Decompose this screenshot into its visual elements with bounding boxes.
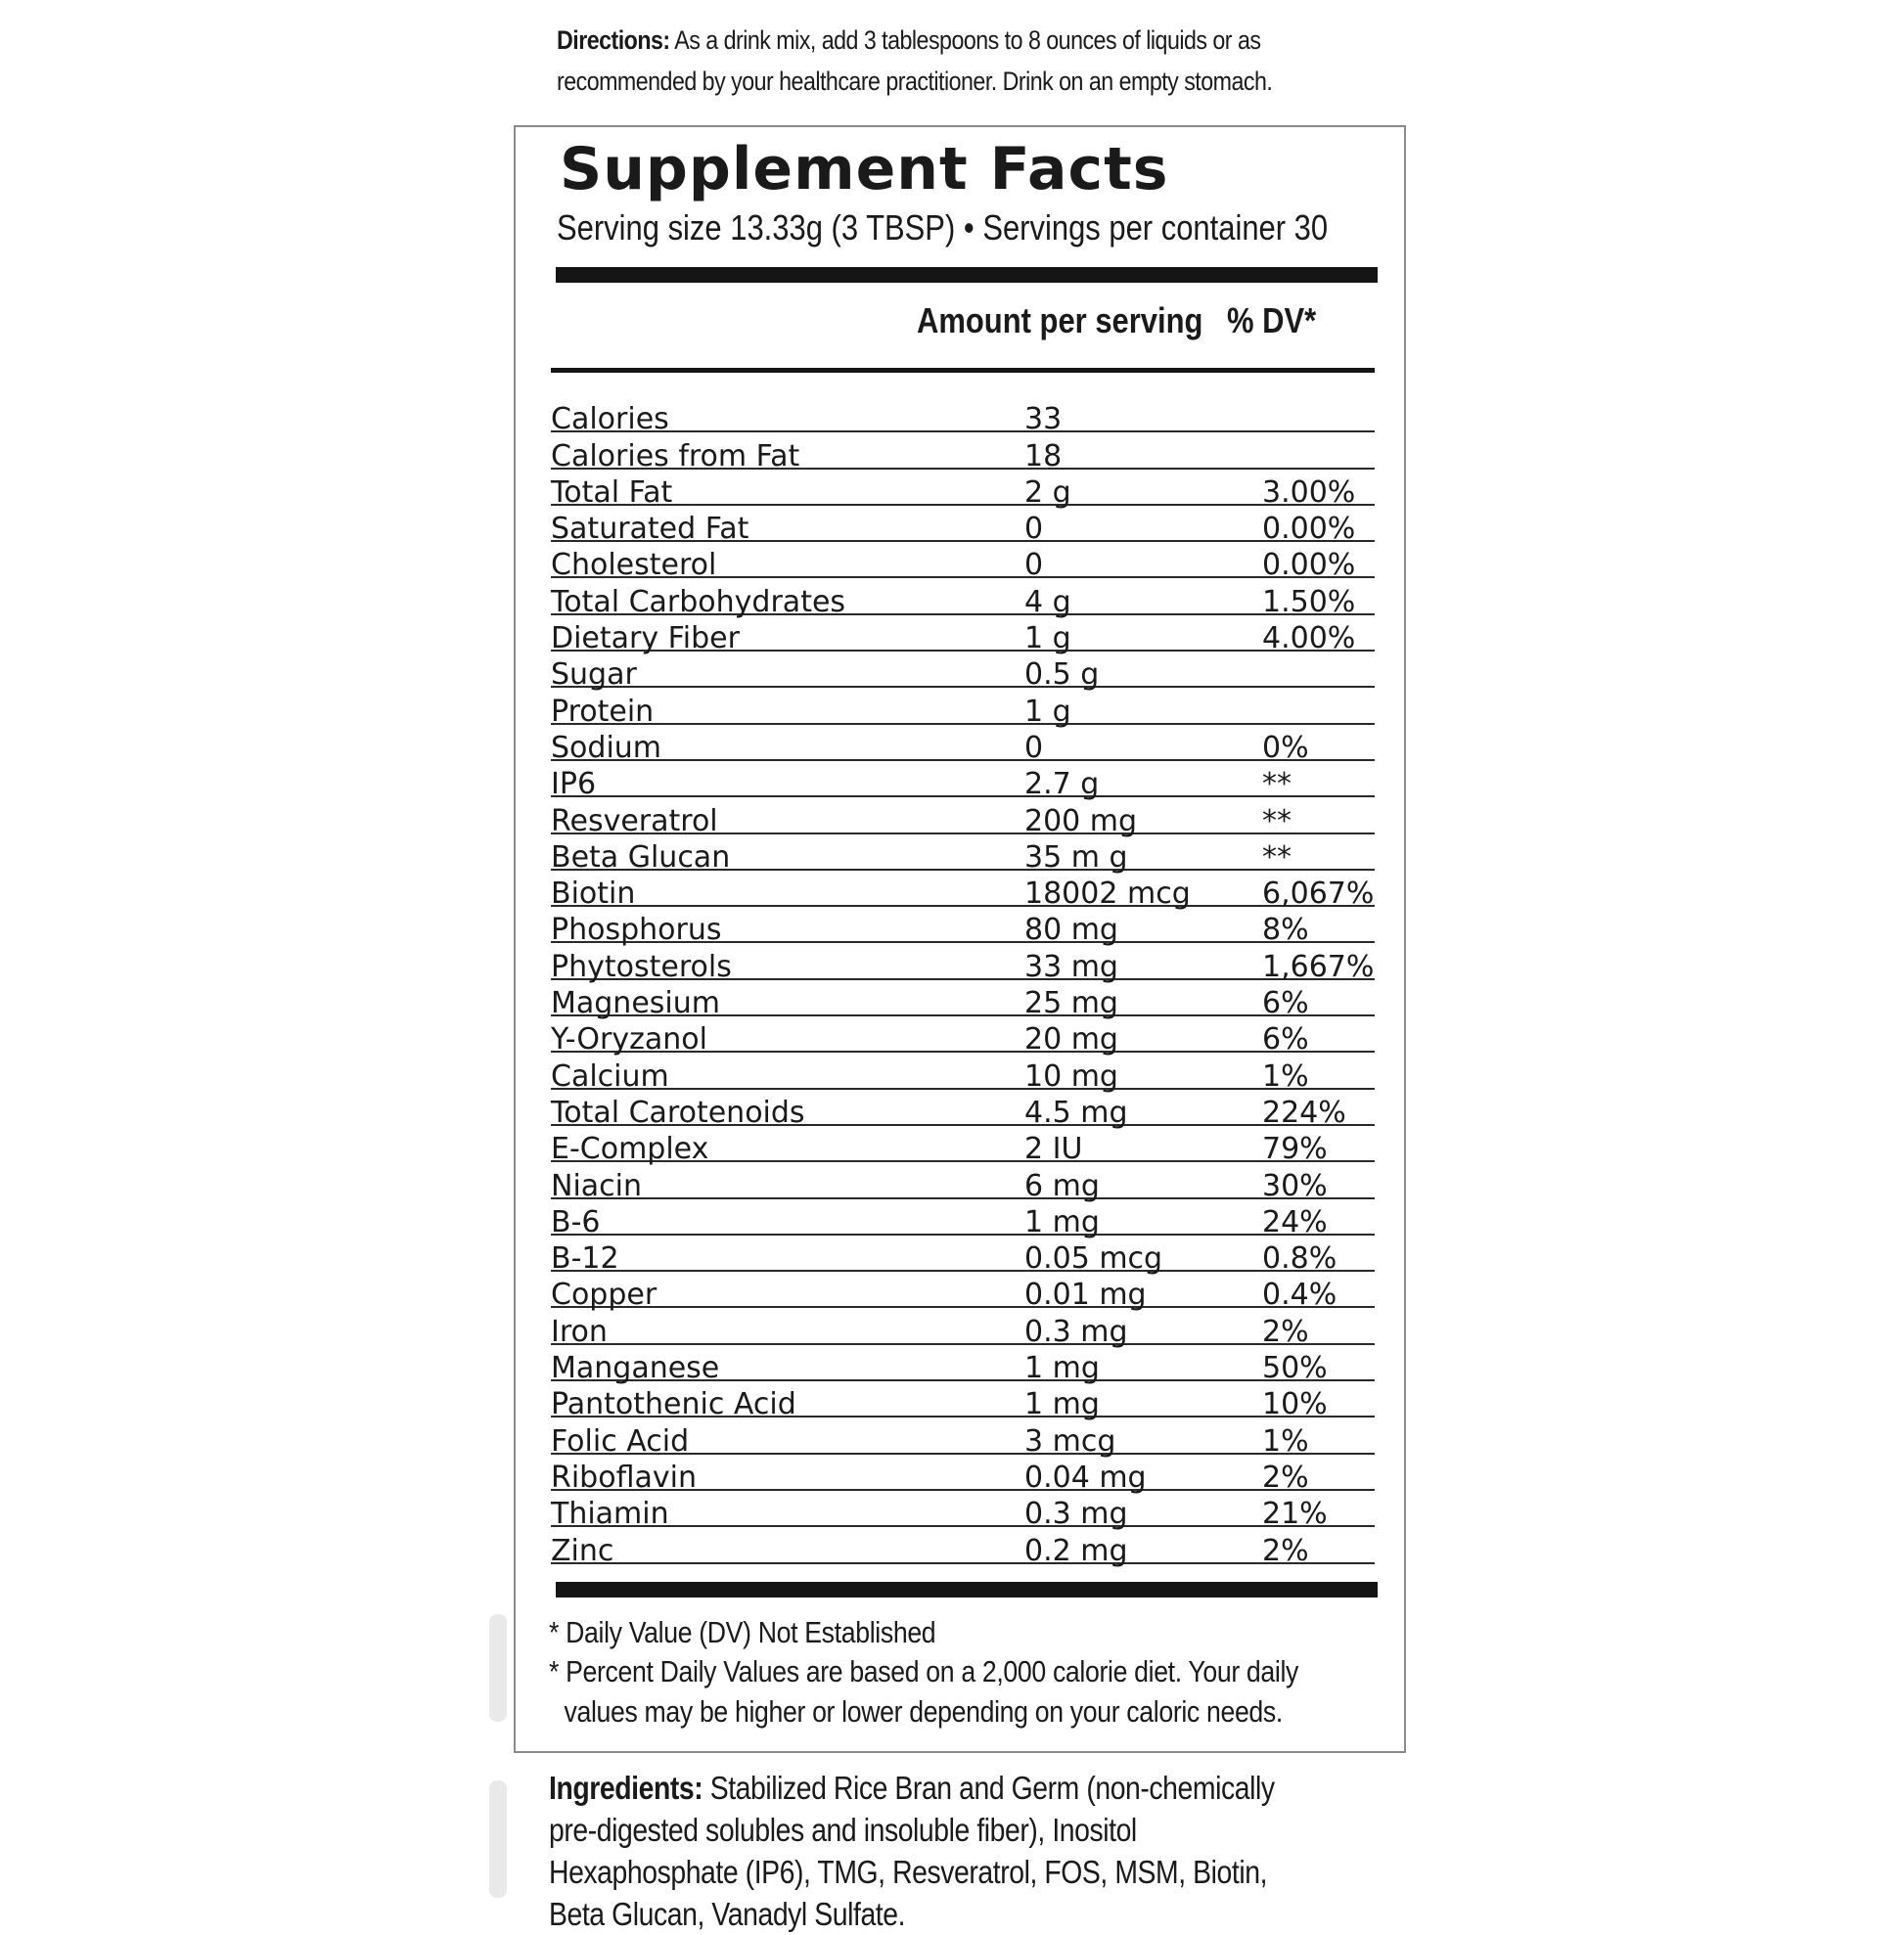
directions-body: As a drink mix, add 3 tablespoons to 8 ounces of liquids or as recommended by your healthcare practitioner. Drink on an empty stomach. xyxy=(557,25,1273,96)
nutrient-dv: 1,667% xyxy=(1262,949,1375,984)
nutrient-amount: 0 xyxy=(1024,512,1044,547)
nutrient-amount: 1 g xyxy=(1024,694,1071,729)
nutrient-name: Phosphorus xyxy=(551,913,722,948)
nutrient-amount: 33 xyxy=(1024,402,1063,437)
nutrient-dv: 8% xyxy=(1262,913,1309,948)
table-row xyxy=(551,907,1375,948)
footnote-line-1: * Percent Daily Values are based on a 2,000 calorie diet. Your daily xyxy=(549,1654,1299,1688)
serving-info: Serving size 13.33g (3 TBSP) • Servings per container 30 xyxy=(557,207,1329,248)
nutrient-amount: 200 mg xyxy=(1024,803,1138,838)
nutrient-name: B-6 xyxy=(551,1204,601,1239)
nutrient-dv: 6% xyxy=(1262,986,1309,1021)
nutrient-name: B-12 xyxy=(551,1241,619,1277)
nutrient-amount: 4 g xyxy=(1024,584,1071,619)
nutrient-amount: 18 xyxy=(1024,438,1063,473)
background-shadow xyxy=(489,1780,507,1898)
nutrient-amount: 0.2 mg xyxy=(1024,1533,1128,1568)
nutrient-name: E-Complex xyxy=(551,1132,709,1167)
footnote-percent-dv xyxy=(549,1651,1351,1732)
nutrient-name: Calcium xyxy=(551,1058,669,1094)
table-row xyxy=(551,871,1375,912)
nutrient-dv: 3.00% xyxy=(1262,474,1356,510)
footnote-dv-not-established: * Daily Value (DV) Not Established xyxy=(549,1615,936,1649)
table-row xyxy=(551,1016,1375,1058)
table-row xyxy=(551,1090,1375,1130)
ingredients-body: Stabilized Rice Bran and Germ (non-chemically pre-digested solubles and insoluble fiber), Inositol Hexaphosphate (IP6), TMG, Resveratrol, FOS, MSM, Biotin, Beta Glucan, Vanadyl Sulfate. xyxy=(549,1770,1275,1932)
table-row xyxy=(551,542,1375,583)
nutrient-name: Biotin xyxy=(551,877,636,912)
table-row xyxy=(551,1381,1375,1422)
header-amount: Amount per serving xyxy=(917,300,1203,340)
nutrient-amount: 0 xyxy=(1024,548,1044,583)
table-row xyxy=(551,470,1375,510)
nutrient-dv: 2% xyxy=(1262,1533,1309,1568)
nutrient-name: Niacin xyxy=(551,1168,643,1203)
header-dv: % DV* xyxy=(1227,300,1317,340)
table-row xyxy=(551,980,1375,1021)
nutrient-amount: 0.04 mg xyxy=(1024,1460,1147,1495)
table-row xyxy=(551,943,1375,984)
directions-text xyxy=(557,20,1359,102)
nutrient-name: Folic Acid xyxy=(551,1423,690,1459)
nutrient-amount: 0.01 mg xyxy=(1024,1278,1147,1313)
nutrient-name: Thiamin xyxy=(551,1497,669,1532)
nutrient-name: Copper xyxy=(551,1278,657,1313)
nutrient-name: Dietary Fiber xyxy=(551,621,740,656)
nutrient-dv: 2% xyxy=(1262,1314,1309,1349)
nutrient-name: Y-Oryzanol xyxy=(551,1022,707,1058)
nutrient-table xyxy=(551,396,1375,1568)
nutrient-name: Sodium xyxy=(551,730,662,765)
table-row xyxy=(551,688,1375,729)
thick-divider-top xyxy=(556,267,1378,283)
nutrient-name: Total Carbohydrates xyxy=(551,584,846,619)
thick-divider-bottom xyxy=(556,1582,1378,1598)
nutrient-dv: 6% xyxy=(1262,1022,1309,1058)
nutrient-dv: 0% xyxy=(1262,730,1309,765)
table-row xyxy=(551,578,1375,619)
nutrient-dv: 79% xyxy=(1262,1132,1328,1167)
table-row xyxy=(551,652,1375,693)
table-row xyxy=(551,1491,1375,1532)
table-row xyxy=(551,615,1375,656)
nutrient-dv: 4.00% xyxy=(1262,621,1356,656)
nutrient-amount: 20 mg xyxy=(1024,1022,1118,1058)
table-row xyxy=(551,797,1375,838)
nutrient-amount: 0.05 mcg xyxy=(1024,1241,1163,1277)
table-row xyxy=(551,1455,1375,1495)
ingredients-label: Ingredients: xyxy=(549,1770,703,1806)
nutrient-amount: 1 g xyxy=(1024,621,1071,656)
nutrient-amount: 6 mg xyxy=(1024,1168,1100,1203)
nutrient-dv: 21% xyxy=(1262,1497,1328,1532)
table-row xyxy=(551,1345,1375,1386)
nutrient-amount: 33 mg xyxy=(1024,949,1118,984)
table-row xyxy=(551,1199,1375,1239)
nutrient-dv: 6,067% xyxy=(1262,877,1375,912)
table-row xyxy=(551,506,1375,547)
nutrient-name: Total Carotenoids xyxy=(551,1095,805,1130)
nutrient-dv: 1.50% xyxy=(1262,584,1356,619)
nutrient-dv: 1% xyxy=(1262,1423,1309,1459)
facts-title: Supplement Facts xyxy=(560,135,1169,203)
nutrient-amount: 0.3 mg xyxy=(1024,1497,1128,1532)
table-row xyxy=(551,432,1375,473)
nutrient-amount: 2.7 g xyxy=(1024,767,1100,802)
nutrient-name: Protein xyxy=(551,694,655,729)
nutrient-name: Sugar xyxy=(551,657,637,693)
nutrient-name: IP6 xyxy=(551,767,597,802)
nutrient-amount: 2 IU xyxy=(1024,1132,1083,1167)
nutrient-name: Calories xyxy=(551,402,669,437)
nutrient-dv: 24% xyxy=(1262,1204,1328,1239)
nutrient-amount: 35 m g xyxy=(1024,839,1128,875)
nutrient-dv: 30% xyxy=(1262,1168,1328,1203)
ingredients-text xyxy=(549,1767,1290,1935)
nutrient-dv: 10% xyxy=(1262,1387,1328,1422)
directions-label: Directions: xyxy=(557,25,670,55)
nutrient-dv: 0.4% xyxy=(1262,1278,1337,1313)
table-row xyxy=(551,1053,1375,1094)
table-row xyxy=(551,1418,1375,1459)
nutrient-dv: ** xyxy=(1262,839,1292,875)
nutrient-name: Riboflavin xyxy=(551,1460,697,1495)
nutrient-amount: 1 mg xyxy=(1024,1351,1100,1386)
nutrient-amount: 80 mg xyxy=(1024,913,1118,948)
nutrient-dv: 0.8% xyxy=(1262,1241,1337,1277)
nutrient-name: Phytosterols xyxy=(551,949,732,984)
table-row xyxy=(551,1308,1375,1349)
nutrient-amount: 1 mg xyxy=(1024,1387,1100,1422)
nutrient-dv: 0.00% xyxy=(1262,512,1356,547)
nutrient-name: Saturated Fat xyxy=(551,512,749,547)
nutrient-amount: 10 mg xyxy=(1024,1058,1118,1094)
table-row xyxy=(551,1236,1375,1277)
table-row xyxy=(551,1272,1375,1313)
table-row xyxy=(551,396,1375,437)
nutrient-amount: 18002 mcg xyxy=(1024,877,1191,912)
nutrient-amount: 0.3 mg xyxy=(1024,1314,1128,1349)
nutrient-dv: 50% xyxy=(1262,1351,1328,1386)
nutrient-dv: 224% xyxy=(1262,1095,1346,1130)
nutrient-amount: 0 xyxy=(1024,730,1044,765)
nutrient-name: Iron xyxy=(551,1314,608,1349)
nutrient-amount: 4.5 mg xyxy=(1024,1095,1128,1130)
table-row xyxy=(551,1126,1375,1167)
nutrient-amount: 25 mg xyxy=(1024,986,1118,1021)
nutrient-name: Total Fat xyxy=(551,474,673,510)
nutrient-amount: 0.5 g xyxy=(1024,657,1100,693)
header-rule xyxy=(551,368,1375,373)
nutrient-dv: 2% xyxy=(1262,1460,1309,1495)
nutrient-amount: 2 g xyxy=(1024,474,1071,510)
nutrient-dv: 1% xyxy=(1262,1058,1309,1094)
table-row xyxy=(551,1527,1375,1568)
table-row xyxy=(551,834,1375,875)
nutrient-name: Resveratrol xyxy=(551,803,718,838)
nutrient-amount: 3 mcg xyxy=(1024,1423,1116,1459)
nutrient-name: Manganese xyxy=(551,1351,720,1386)
nutrient-name: Pantothenic Acid xyxy=(551,1387,796,1422)
nutrient-dv: ** xyxy=(1262,767,1292,802)
table-row xyxy=(551,1162,1375,1203)
background-shadow xyxy=(489,1614,507,1722)
nutrient-amount: 1 mg xyxy=(1024,1204,1100,1239)
nutrient-name: Magnesium xyxy=(551,986,720,1021)
nutrient-name: Cholesterol xyxy=(551,548,717,583)
nutrient-dv: ** xyxy=(1262,803,1292,838)
footnote-line-2: values may be higher or lower depending on your caloric needs. xyxy=(564,1694,1283,1729)
table-row xyxy=(551,761,1375,802)
table-row xyxy=(551,725,1375,765)
nutrient-dv: 0.00% xyxy=(1262,548,1356,583)
nutrient-name: Beta Glucan xyxy=(551,839,731,875)
nutrient-name: Calories from Fat xyxy=(551,438,800,473)
nutrient-name: Zinc xyxy=(551,1533,614,1568)
